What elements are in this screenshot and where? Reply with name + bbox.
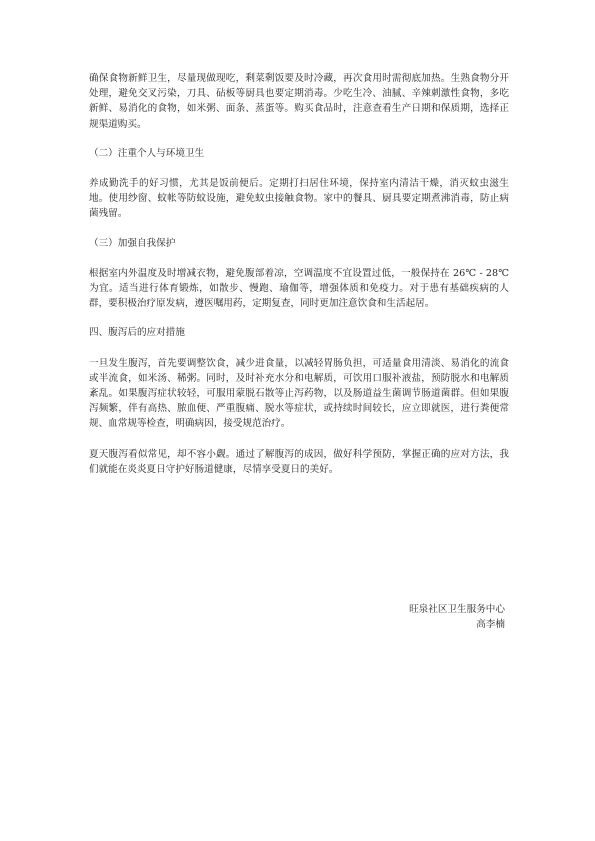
paragraph-food-hygiene: 确保食物新鲜卫生，尽量现做现吃，剩菜剩饭要及时冷藏，再次食用时需彻底加热。生熟食物分开处理，避免交叉污染，刀具、砧板等厨具也要定期消毒。少吃生冷、油腻、辛辣刺激性食物，多吃新鲜、易消化的食物，如米粥、面条、蒸蛋等。购买食品时，注意查看生产日期和保质期，选择正规渠道购买。 — [89, 73, 509, 130]
document-body — [89, 71, 509, 477]
paragraph-response-measures: 一旦发生腹泻，首先要调整饮食，减少进食量，以减轻胃肠负担，可适量食用清淡、易消化的流食或半流食，如米汤、稀粥。同时，及时补充水分和电解质，可饮用口服补液盐，预防脱水和电解质紊乱。如果腹泻症状较轻，可服用蒙脱石散等止泻药物，以及肠道益生菌调节肠道菌群。但如果腹泻频繁，伴有高热、脓血便、严重腹痛、脱水等症状，或持续时间较长，应立即就医，进行粪便常规、血常规等检查，明确病因，接受规范治疗。 — [89, 357, 509, 430]
section-heading-self-protection: （三）加强自我保护 — [89, 237, 176, 249]
paragraph-self-protection: 根据室内外温度及时增减衣物，避免腹部着凉，空调温度不宜设置过低，一般保持在 26℃ - 28℃为宜。适当进行体育锻炼，如散步、慢跑、瑜伽等，增强体质和免疫力。对于患有基础疾病的人群，要积极治疗原发病，遵医嘱用药，定期复查，同时更加注意饮食和生活起居。 — [89, 267, 509, 310]
signature-organization: 旺泉社区卫生服务中心 — [409, 604, 505, 615]
paragraph-conclusion: 夏天腹泻看似常见，却不容小觑。通过了解腹泻的成因，做好科学预防，掌握正确的应对方法，我们就能在炎炎夏日守护好肠道健康，尽情享受夏日的美好。 — [89, 448, 509, 475]
section-heading-personal-hygiene: （二）注重个人与环境卫生 — [89, 147, 205, 159]
paragraph-personal-hygiene: 养成勤洗手的好习惯，尤其是饭前便后。定期打扫居住环境，保持室内清洁干燥，消灭蚊虫滋生地。使用纱窗、蚊帐等防蚊设施，避免蚊虫接触食物。家中的餐具、厨具要定期煮沸消毒，防止病菌残留。 — [89, 178, 509, 220]
signature-author: 高李楠 — [476, 619, 505, 631]
signature-block — [305, 602, 505, 632]
section-heading-response-measures: 四、腹泻后的应对措施 — [89, 327, 185, 339]
